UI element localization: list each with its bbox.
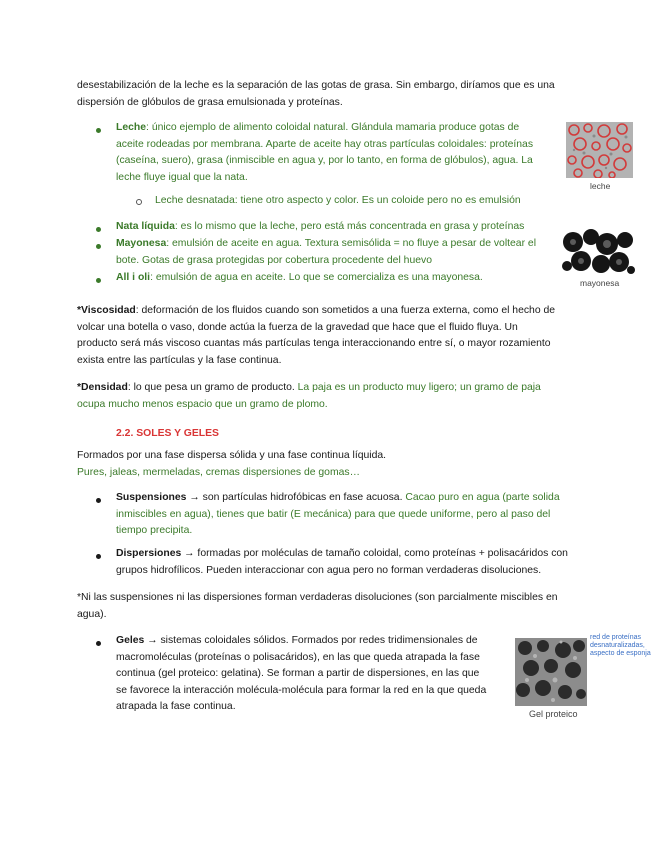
leche-term: Leche (116, 122, 147, 133)
gel-caption: Gel proteico (529, 709, 578, 719)
arrow-icon: → (186, 492, 200, 503)
viscosidad-line-3: producto será más viscoso cuantas más partículas tenga interaccionando entre sí, o mayor rozamiento (77, 338, 551, 350)
nota-paragraph: *Ni las suspensiones ni las dispersiones forman verdaderas disoluciones (son parcialmente miscibles en agua). (77, 592, 558, 620)
nata-item (116, 219, 524, 236)
bullet-dot (96, 128, 101, 133)
soles-line-1: Formados por una fase dispersa sólida y una fase continua líquida. (77, 450, 387, 461)
soles-intro (77, 448, 577, 481)
dispersiones-term: Dispersiones (116, 548, 182, 559)
geles-item: Geles → sistemas coloidales sólidos. Formados por redes tridimensionales de macromoléculas (proteínas o polisacáridos), en las que queda atrapada la fase continua (gel proteico: gelatina). Se forman a partir de dispersiones, en las que se favorece la interacción molécula-molécula para formar la red en la que queda atrapada la fase continua. (116, 635, 487, 713)
section-heading: 2.2. SOLES Y GELES (116, 428, 219, 439)
viscosidad-line-1: : deformación de los fluidos cuando son sometidos a una fuerza externa, como el hecho de (135, 305, 556, 316)
allioli-term: All i oli (116, 272, 151, 283)
densidad-green-2: ocupa mucho menos espacio que un gramo de plomo. (77, 398, 328, 410)
viscosidad-term: *Viscosidad (77, 305, 136, 316)
densidad-paragraph (77, 380, 577, 413)
bullet-dot (96, 554, 101, 559)
intro-line-2: dispersión de glóbulos de grasa emulsionada y proteínas. (77, 96, 343, 108)
viscosidad-paragraph (77, 303, 577, 369)
densidad-text: : lo que pesa un gramo de producto. (127, 382, 295, 393)
leche-line-1: único ejemplo de alimento coloidal natural. Glándula mamaria produce gotas de (151, 122, 520, 133)
viscosidad-line-4: exista entre las partículas y la fase continua. (77, 354, 282, 366)
allioli-text: : emulsión de agua en aceite. Lo que se comercializa es una mayonesa. (150, 272, 483, 283)
gel-note: red de proteínas desnaturalizadas, aspecto de esponja (590, 634, 651, 657)
allioli-item (116, 270, 483, 287)
viscosidad-line-2: volcar una botella o vaso, donde actúa la fuerza de la gravedad que hace que el fluido fluya. Un (77, 321, 518, 333)
intro-paragraph (77, 78, 577, 111)
nata-term: Nata líquida (116, 221, 175, 232)
suspensiones-item: Suspensiones → son partículas hidrofóbicas en fase acuosa. Cacao puro en agua (parte solida inmiscibles en agua), tienes que batir (E mecánica) para que quede uniforme, pero al paso del tiempo precipita. (116, 492, 560, 537)
sub-bullet-circle (136, 199, 142, 205)
leche-image (566, 122, 633, 178)
bullet-dot (96, 498, 101, 503)
nata-text: : es lo mismo que la leche, pero está más concentrada en grasa y proteínas (174, 221, 525, 232)
leche-desnatada-item: Leche desnatada: tiene otro aspecto y color. Es un coloide pero no es emulsión (155, 195, 521, 206)
leche-line-4: leche fluye igual que la nata. (116, 171, 248, 183)
suspensiones-term: Suspensiones (116, 492, 187, 503)
intro-line-1: desestabilización de la leche es la separación de las gotas de grasa. Sin embargo, diríamos que es una (77, 80, 555, 91)
gel-image (515, 638, 587, 706)
mayonesa-line-2: bote. Gotas de grasa protegidas por cobertura procedente del huevo (116, 254, 432, 266)
densidad-term: *Densidad (77, 382, 128, 393)
leche-line-2: aceite rodeadas por membrana. Aparte de aceite hay otras partículas coloidales: proteínas (116, 138, 534, 150)
mayonesa-item (116, 236, 536, 269)
bullet-dot (96, 641, 101, 646)
leche-item: Leche: único ejemplo de alimento coloidal natural. Glándula mamaria produce gotas de aceite rodeadas por membrana. Aparte de aceite hay otras partículas coloidales: proteínas (caseína, suero), grasa (inmiscible en agua y, por lo tanto, en forma de glóbulos), agua. La leche fluye igual que la nata. (116, 122, 534, 183)
densidad-green-1: La paja es un producto muy ligero; un gramo de paja (294, 382, 541, 393)
bullet-dot (96, 278, 101, 283)
mayonesa-image (561, 228, 635, 276)
leche-caption: leche (590, 181, 611, 191)
soles-line-2: Pures, jaleas, mermeladas, cremas dispersiones de gomas… (77, 466, 360, 478)
bullet-dot (96, 227, 101, 232)
dispersiones-item: Dispersiones → formadas por moléculas de tamaño coloidal, como proteínas + polisacáridos con grupos hidrofílicos. Pueden interaccionar con agua pero no forman verdaderas disoluciones. (116, 548, 568, 576)
mayonesa-caption: mayonesa (580, 278, 620, 288)
mayonesa-term: Mayonesa (116, 238, 167, 249)
geles-term: Geles (116, 635, 145, 646)
bullet-dot (96, 244, 101, 249)
mayonesa-line-1: : emulsión de aceite en agua. Textura semisólida = no fluye a pesar de voltear el (166, 238, 537, 249)
leche-line-3: (caseína, suero), grasa (inmiscible en agua y, por lo tanto, en forma de glóbulos), agua. La (116, 155, 533, 167)
